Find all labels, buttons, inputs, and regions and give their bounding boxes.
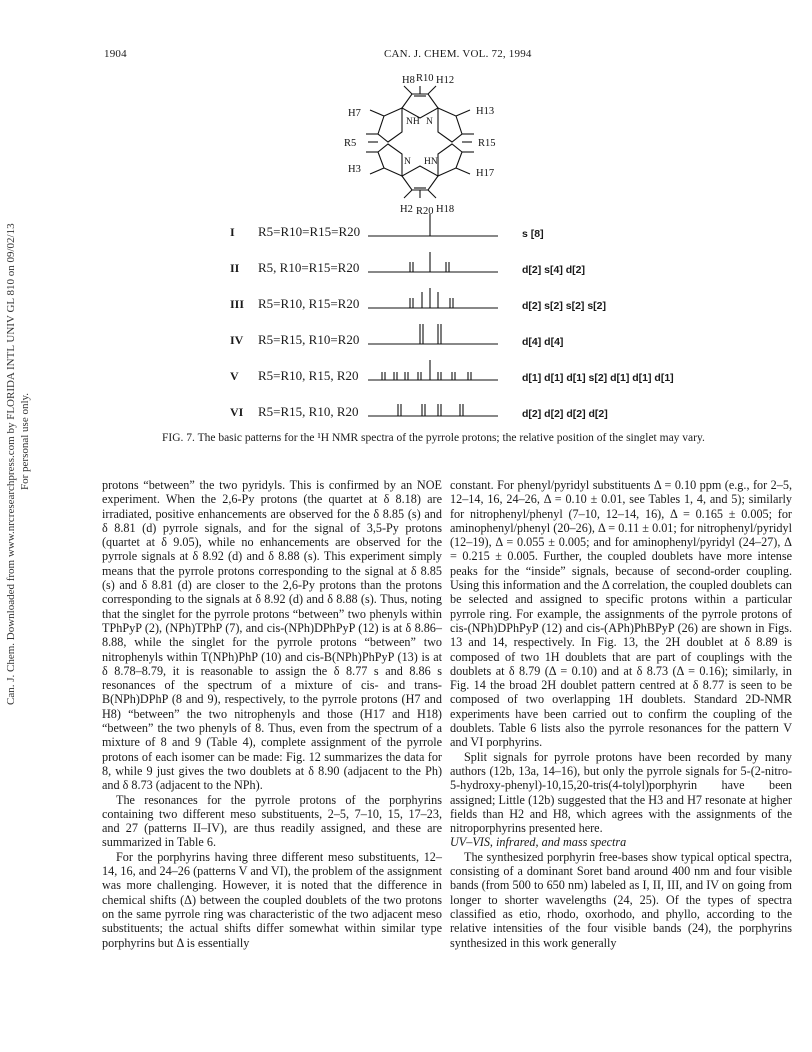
- porphyrin-structure: [330, 72, 550, 234]
- running-head: CAN. J. CHEM. VOL. 72, 1994: [384, 48, 532, 60]
- row-roman-V: V: [230, 369, 239, 383]
- row-subst-VI: R5=R15, R10, R20: [258, 404, 359, 419]
- nmr-spectra: [368, 212, 508, 422]
- paragraph: The synthesized porphyrin free-bases show typical optical spectra, consisting of a dominant Soret band around 400 nm and four visible bands (from 500 to 650 nm) labeled as I, II, III, and IV on going from longer to shorter wavelengths (24, 25). Of the types of spectra classified as etio, rhodo, oxorhodo, and phyllo, according to the relative intensities of the four visible bands (24), the porphyrins synthesized in this work generally: [450, 849, 792, 950]
- right-column: [450, 478, 792, 950]
- label-r5: R5: [344, 138, 357, 149]
- watermark-line-2: For personal use only.: [19, 392, 31, 490]
- label-r15: R15: [478, 138, 496, 149]
- label-n-bottom: N: [404, 157, 411, 167]
- paragraph: The resonances for the pyrrole protons of the porphyrins containing two different meso substituents, 2–5, 7–10, 15, 17–23, and 27 (patterns II–IV), are thus readily assigned, and these are summarized in Table 6.: [102, 792, 442, 850]
- pattern-IV: d[4] d[4]: [522, 336, 564, 348]
- paragraph: protons “between” the two pyridyls. This is confirmed by an NOE experiment. When the 2,6-Py protons (the quartet at δ 8.18) are irradiated, positive enhancements are observed for the δ 8.85 (s) and δ 8.81 (d) pyrrole signals, and for the signal of 3,5-Py protons (quartet at δ 9.05), while no enhancements are observed for the pyrrole signals at δ 8.92 (d) and δ 8.88 (s). This experiment simply means that the pyrrole protons corresponding to the signal at δ 8.85 (s) and δ 8.81 (d) are closer to the 2,6-Py protons than the protons corresponding to the signals at δ 8.92 (d) and δ 8.88 (s). Thus, noting that the singlet for the pyrrole protons “between” two phenyls within TPhPyP (2), (NPh)TPhP (7), and cis-(NPh)DPhPyP (12) is at δ 8.86–8.88, while the singlet for the pyrrole protons “between” two nitrophenyls within T(NPh)PhP (10) and cis-B(NPh)PhPyP (13) is at δ 8.78–8.79, it is reasonable to assign the δ 8.77 s and 8.86 s resonances of the spectrum of a mixture of cis- and trans-B(NPh)DPhP (8 and 9), respectively, to the pyrrole protons (H7 and H8) “between” the two nitrophenyls and those (H17 and H18) “between” the two phenyls of 8. Thus, even from the spectrum of a mixture of 8 and 9 (Table 4), complete assignment of the pyrrole protons of each isomer can be made: Fig. 12 summarizes the data for 8, while 9 just gives the two doublets at δ 8.90 (adjacent to the Ph) and δ 8.73 (adjacent to the NPh).: [102, 478, 442, 793]
- row-subst-IV: R5=R15, R10=R20: [258, 332, 360, 347]
- left-column: [102, 478, 442, 950]
- paragraph: For the porphyrins having three different meso substituents, 12–14, 16, and 24–26 (patterns V and VI), the problem of the assignment was more challenging. However, it is noted that the difference in chemical shifts (Δ) between the coupled doublets of the two protons on the same pyrrole ring was characteristic of the two adjacent meso substituents; the actual shifts differ somewhat within similar type porphyrins but Δ is essentially: [102, 849, 442, 950]
- row-subst-I: R5=R10=R15=R20: [258, 224, 361, 239]
- paragraph: constant. For phenyl/pyridyl substituents Δ = 0.10 ppm (e.g., for 2–5, 12–14, 16, 24–26, Δ = 0.10 ± 0.01, see Tables 1, 4, and 5); similarly for nitrophenyl/phenyl (7–10, 12–14, 16), Δ = 0.165 ± 0.005; for aminophenyl/phenyl (20–26), Δ = 0.11 ± 0.01; for nitrophenyl/pyridyl (12–19), Δ = 0.055 ± 0.005; and for aminophenyl/pyridyl (24–27), Δ = 0.215 ± 0.005. Further, the coupled doublets have more intense peaks for the “inside” signals, because of second-order coupling. Using this information and the Δ correlation, the coupled doublets can be selected and assigned to specific protons within a particular pyrrole ring. For example, the assignments of the pyrrole protons of cis-(NPh)DPhPyP (12) and cis-(APh)PhBPyP (26) are shown in Figs. 13 and 14, respectively. In Fig. 13, the 2H doublet at δ 8.89 is composed of two 1H doublets that are part of couplings with the doublets at δ 8.79 (Δ = 0.10) and at δ 8.73 (Δ = 0.16); similarly, in Fig. 14 the broad 2H doublet pattern centred at δ 8.77 is seen to be composed of two overlapping 1H doublets. Standard 2D-NMR experiments have been carried out to confirm the coupling of the doublets. Table 6 lists also the pyrrole resonances for the pattern V and VI porphyrins.: [450, 478, 792, 750]
- pattern-II: d[2] s[4] d[2]: [522, 264, 585, 276]
- label-n-top: N: [426, 117, 433, 127]
- row-label-II: [230, 260, 359, 276]
- row-label-VI: [230, 404, 359, 420]
- label-h18: H18: [436, 204, 455, 215]
- row-label-III: [230, 296, 359, 312]
- row-roman-I: I: [230, 225, 235, 239]
- label-h17: H17: [476, 168, 495, 179]
- label-hn-bottom: HN: [424, 157, 438, 167]
- row-label-I: [230, 224, 360, 240]
- page-number: 1904: [104, 48, 127, 60]
- label-r20: R20: [416, 206, 434, 217]
- pattern-III: d[2] s[2] s[2] s[2]: [522, 300, 607, 312]
- row-subst-V: R5=R10, R15, R20: [258, 368, 359, 383]
- paragraph: Split signals for pyrrole protons have been recorded by many authors (12b, 13a, 14–16), but only the pyrrole signals for 5-(2-nitro-5-hydroxy-phenyl)-10,15,20-tris(4-tolyl)porphyrin have been assigned; Little (12b) suggested that the H3 and H7 resonate at higher fields than H2 and H8, which agrees with the assignments of the nitroporphyrins presented here.: [450, 749, 792, 836]
- row-subst-III: R5=R10, R15=R20: [258, 296, 360, 311]
- label-h8: H8: [402, 75, 415, 86]
- label-h12: H12: [436, 75, 455, 86]
- section-heading: UV–VIS, infrared, and mass spectra: [450, 835, 627, 850]
- figure-caption: FIG. 7. The basic patterns for the ¹H NMR spectra of the pyrrole protons; the relative position of the singlet may vary.: [162, 432, 705, 444]
- row-label-V: [230, 368, 359, 384]
- row-label-IV: [230, 332, 359, 348]
- row-roman-VI: VI: [230, 405, 244, 419]
- pattern-VI: d[2] d[2] d[2] d[2]: [522, 408, 608, 420]
- label-h3: H3: [348, 164, 361, 175]
- row-roman-IV: IV: [230, 333, 244, 347]
- label-h2: H2: [400, 204, 413, 215]
- pattern-V: d[1] d[1] d[1] s[2] d[1] d[1] d[1]: [522, 372, 674, 384]
- label-r10: R10: [416, 73, 434, 84]
- label-h13: H13: [476, 106, 495, 117]
- row-roman-III: III: [230, 297, 245, 311]
- label-nh-top: NH: [406, 117, 420, 127]
- row-subst-II: R5, R10=R15=R20: [258, 260, 360, 275]
- row-roman-II: II: [230, 261, 240, 275]
- pattern-I: s [8]: [522, 228, 544, 240]
- label-h7: H7: [348, 108, 361, 119]
- nmr-pattern-table: [230, 212, 730, 422]
- watermark-line-1: Can. J. Chem. Downloaded from www.nrcresearchpress.com by FLORIDA INTL UNIV GL 810 on 09/02/13: [5, 223, 17, 705]
- download-watermark: [0, 90, 40, 710]
